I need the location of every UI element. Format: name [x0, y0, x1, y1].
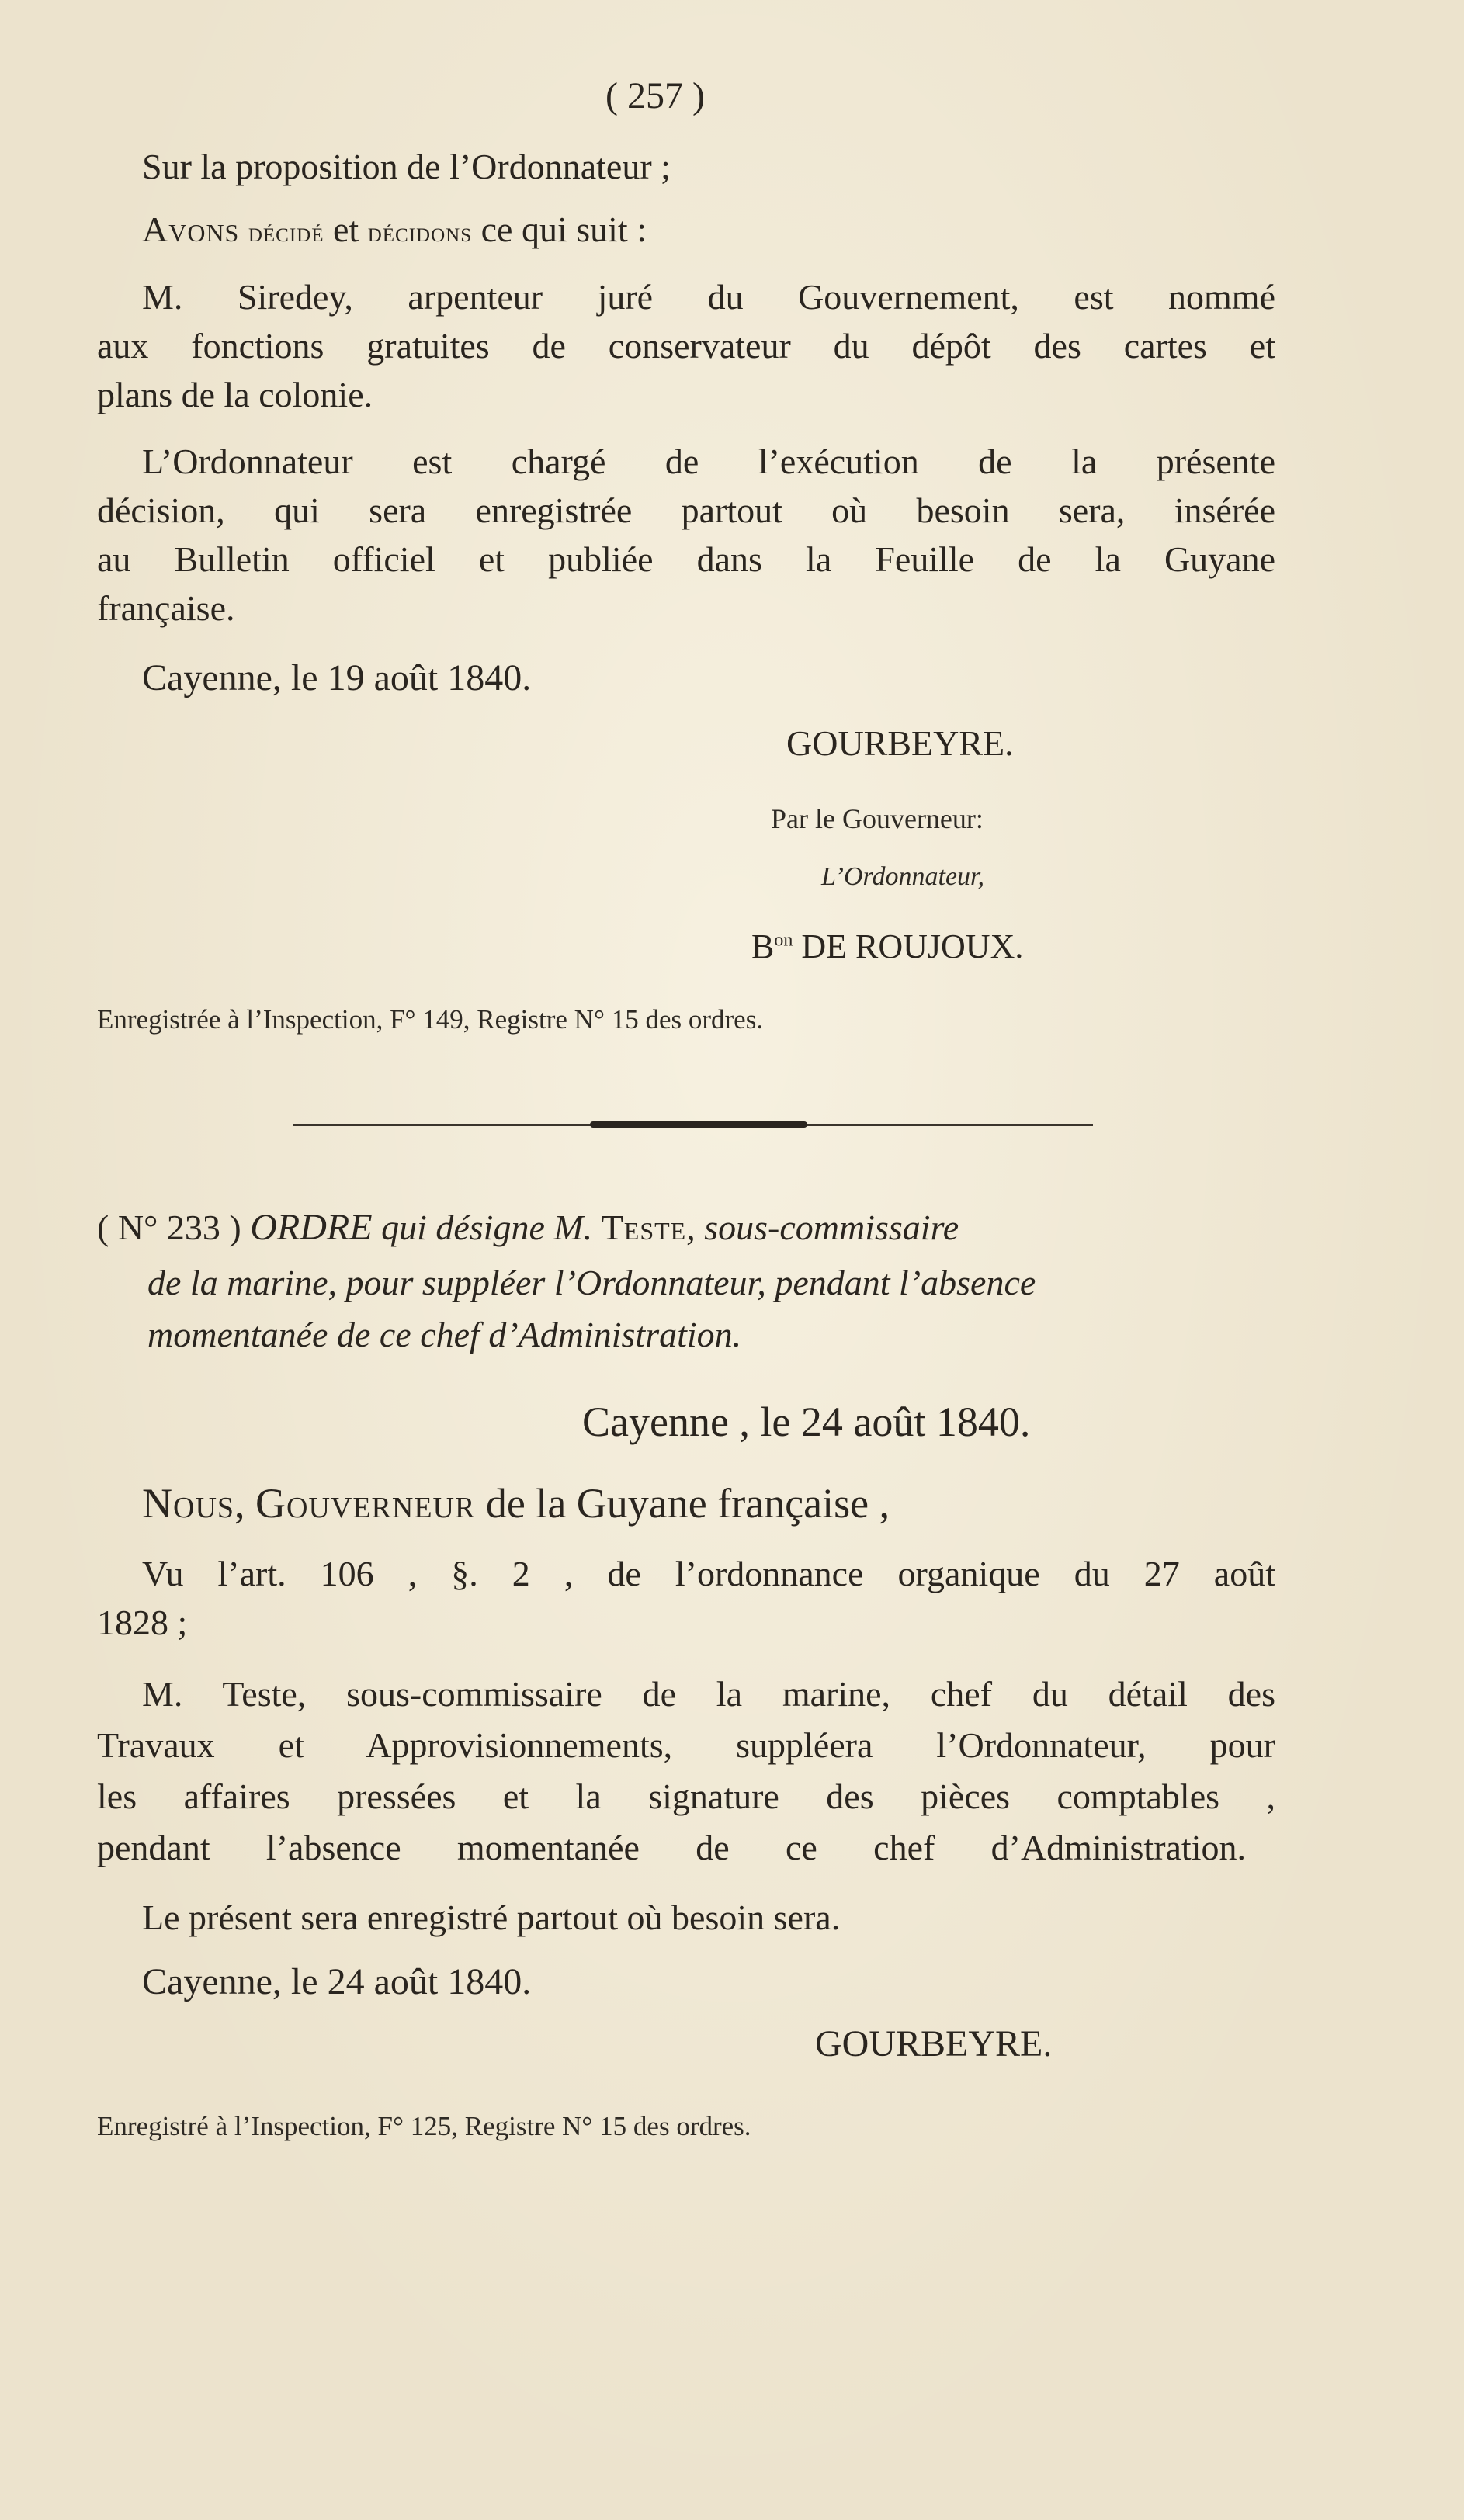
article-line: L’Ordonnateur est chargé de l’exécution de la présente [142, 442, 1275, 481]
closing-line: Le présent sera enregistré partout où besoin sera. [142, 1898, 841, 1937]
signature-gourbeyre: GOURBEYRE. [815, 2023, 1053, 2064]
order-heading-word: ORDRE [250, 1207, 373, 1248]
decide-word-avons: Avons [142, 210, 240, 249]
separator-rule-ornament [590, 1121, 807, 1128]
order-heading-name: Teste [601, 1208, 687, 1247]
order-dateline: Cayenne , le 24 août 1840. [582, 1399, 1031, 1445]
authority-comma: , [234, 1480, 256, 1527]
order-heading-text: qui désigne M. [381, 1208, 593, 1247]
article-line: pendant l’absence momentanée de ce chef d’Administration. [97, 1828, 1246, 1867]
par-le-gouverneur: Par le Gouverneur: [771, 803, 984, 834]
countersign-sup: on [774, 930, 793, 951]
decide-word-suit: ce qui suit : [480, 210, 647, 249]
registration-line: Enregistré à l’Inspection, F° 125, Registre N° 15 des ordres. [97, 2111, 751, 2141]
decide-line [142, 212, 647, 248]
article-line: les affaires pressées et la signature des pièces comptables , [97, 1776, 1275, 1816]
page-number: ( 257 ) [605, 75, 705, 116]
date-line: Cayenne, le 24 août 1840. [142, 1961, 532, 2002]
vu-line: Vu l’art. 106 , §. 2 , de l’ordonnance organique du 27 août [142, 1554, 1275, 1593]
article-line: française. [97, 588, 235, 628]
order-heading-line-3: momentanée de ce chef d’Administration. [147, 1315, 742, 1354]
registration-line: Enregistrée à l’Inspection, F° 149, Registre N° 15 des ordres. [97, 1004, 764, 1035]
article-line: décision, qui sera enregistrée partout où besoin sera, insérée [97, 490, 1275, 530]
order-heading-line-1 [97, 1209, 959, 1246]
decide-word-decidons: décidons [367, 217, 473, 248]
decide-word-decide: décidé [248, 217, 324, 248]
vu-line: 1828 ; [97, 1603, 188, 1642]
authority-rest: de la Guyane française , [475, 1480, 890, 1527]
decide-word-et: et [333, 210, 359, 249]
signature-gourbeyre: GOURBEYRE. [786, 723, 1014, 763]
countersign-prefix: B [751, 927, 775, 965]
article-line: M. Teste, sous-commissaire de la marine, chef du détail des [142, 1674, 1275, 1714]
article-line: M. Siredey, arpenteur juré du Gouvernement, est nommé [142, 277, 1275, 317]
article-line: plans de la colonie. [97, 375, 373, 414]
article-line: au Bulletin officiel et publiée dans la Feuille de la Guyane [97, 539, 1275, 579]
article-line: aux fonctions gratuites de conservateur du dépôt des cartes et [97, 326, 1275, 366]
countersignature [751, 927, 1024, 965]
proposition-line: Sur la proposition de l’Ordonnateur ; [142, 147, 671, 186]
authority-gouverneur: Gouverneur [255, 1480, 476, 1527]
date-line: Cayenne, le 19 août 1840. [142, 657, 532, 698]
order-authority [142, 1480, 890, 1527]
order-heading-text: , sous-commissaire [686, 1208, 959, 1247]
ordonnateur-title: L’Ordonnateur, [821, 862, 984, 891]
order-number: ( N° 233 ) [97, 1208, 241, 1247]
countersign-name: DE ROUJOUX. [801, 927, 1024, 965]
order-heading-line-2: de la marine, pour suppléer l’Ordonnateur, pendant l’absence [147, 1263, 1036, 1302]
article-line: Travaux et Approvisionnements, suppléera l’Ordonnateur, pour [97, 1725, 1275, 1765]
authority-nous: Nous [142, 1480, 235, 1527]
